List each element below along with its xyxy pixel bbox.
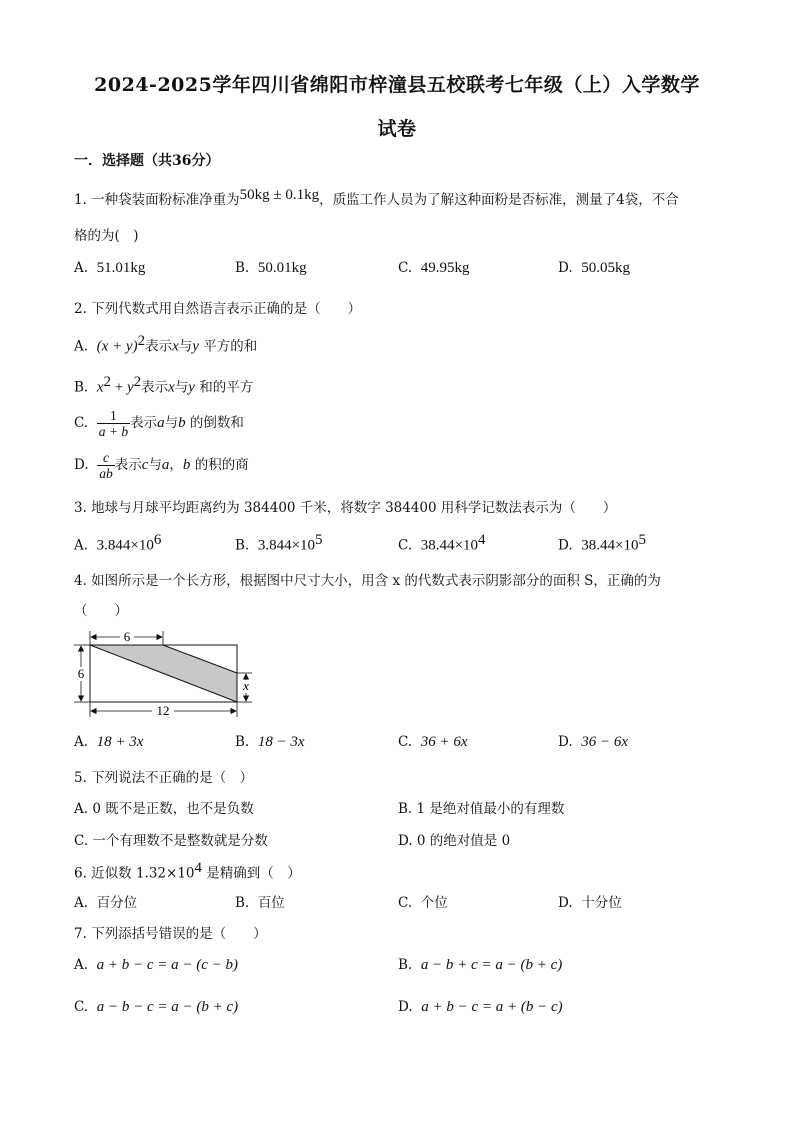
q1-option-a[interactable]: A. 51.01kg: [74, 260, 146, 276]
q7-option-c[interactable]: C. a − b − c = a − (b + c): [74, 999, 239, 1015]
bottom-length-label: 12: [156, 703, 170, 718]
q7-option-d[interactable]: D. a + b − c = a + (b − c): [398, 999, 563, 1015]
question-4-stem: 4. 如图所示是一个长方形，根据图中尺寸大小，用含 x 的代数式表示阴影部分的面积 S，正确的为: [74, 573, 661, 589]
shaded-region: [90, 645, 237, 702]
q1-option-c[interactable]: C. 49.95kg: [398, 260, 470, 276]
exam-title-line1: 2024-2025学年四川省绵阳市梓潼县五校联考七年级（上）入学数学: [94, 74, 700, 96]
rectangle-figure: [70, 625, 260, 720]
question-1-stem: 1. 一种袋装面粉标准净重为50kg ± 0.1kg，质监工作人员为了解这种面粉是否标准，测量了4袋，不合: [74, 187, 679, 208]
q5-option-d[interactable]: D. 0 的绝对值是 0: [398, 833, 511, 849]
q2-option-b[interactable]: B. $x^2 + y^2$表示x与y 和的平方: [74, 374, 254, 396]
exam-title-line2: 试卷: [377, 118, 417, 140]
q7-option-b[interactable]: B. a − b + c = a − (b + c): [398, 957, 563, 973]
top-length-label: 6: [123, 629, 131, 644]
q3-option-a[interactable]: A. $3.844\times 10^6$: [74, 532, 162, 554]
q1-option-b[interactable]: B. 50.01kg: [235, 260, 307, 276]
section-heading: 一．选择题（共36分）: [74, 153, 220, 169]
left-length-label: 6: [77, 666, 85, 681]
question-4-stem-cont: （ ）: [74, 603, 128, 619]
q3-option-d[interactable]: D. $38.44\times 10^5$: [558, 532, 646, 554]
q6-option-d[interactable]: D. 十分位: [558, 895, 622, 911]
q4-option-a[interactable]: A. 18 + 3x: [74, 734, 144, 750]
q3-option-b[interactable]: B. $3.844\times 10^5$: [235, 532, 323, 554]
q2d-fraction: $\frac{c}{ab}$: [99, 450, 113, 481]
question-7-stem: 7. 下列添括号错误的是（ ）: [74, 926, 267, 942]
q4-option-d[interactable]: D. 36 − 6x: [558, 734, 629, 750]
q2-option-a[interactable]: A. $(x + y)^2$表示x与y 平方的和: [74, 333, 258, 355]
q2-option-c[interactable]: C. $\frac{1}{a + b}$ 表示a与b 的倒数和: [74, 408, 244, 439]
q5-option-c[interactable]: C. 一个有理数不是整数就是分数: [74, 833, 268, 849]
q4-option-b[interactable]: B. 18 − 3x: [235, 734, 305, 750]
q5-option-b[interactable]: B. 1 是绝对值最小的有理数: [398, 801, 565, 817]
q2-option-d[interactable]: D. $\frac{c}{ab}$ 表示c与a，b 的积的商: [74, 450, 249, 481]
q4-option-c[interactable]: C. 36 + 6x: [398, 734, 468, 750]
question-6-stem: 6. 近似数 $1.32\times 10^4$ 是精确到（ ）: [74, 860, 301, 882]
q1-option-d[interactable]: D. 50.05kg: [558, 260, 630, 276]
right-variable-label: x: [243, 678, 249, 693]
q2c-fraction: $\frac{1}{a + b}$: [98, 408, 129, 439]
q6-option-c[interactable]: C. 个位: [398, 895, 448, 911]
question-2-stem: 2. 下列代数式用自然语言表示正确的是（ ）: [74, 301, 362, 317]
q3-option-c[interactable]: C. $38.44\times 10^4$: [398, 532, 486, 554]
q7-option-a[interactable]: A. a + b − c = a − (c − b): [74, 957, 239, 973]
question-1-stem-cont: 格的为( ): [74, 228, 139, 244]
q6-option-b[interactable]: B. 百位: [235, 895, 285, 911]
q6-option-a[interactable]: A. 百分位: [74, 895, 138, 911]
question-5-stem: 5. 下列说法不正确的是（ ）: [74, 770, 254, 786]
q5-option-a[interactable]: A. 0 既不是正数，也不是负数: [74, 801, 254, 817]
question-3-stem: 3. 地球与月球平均距离约为 384400 千米，将数字 384400 用科学记数法表示为（ ）: [74, 500, 617, 516]
q1-weight: 50kg ± 0.1kg: [239, 187, 320, 203]
